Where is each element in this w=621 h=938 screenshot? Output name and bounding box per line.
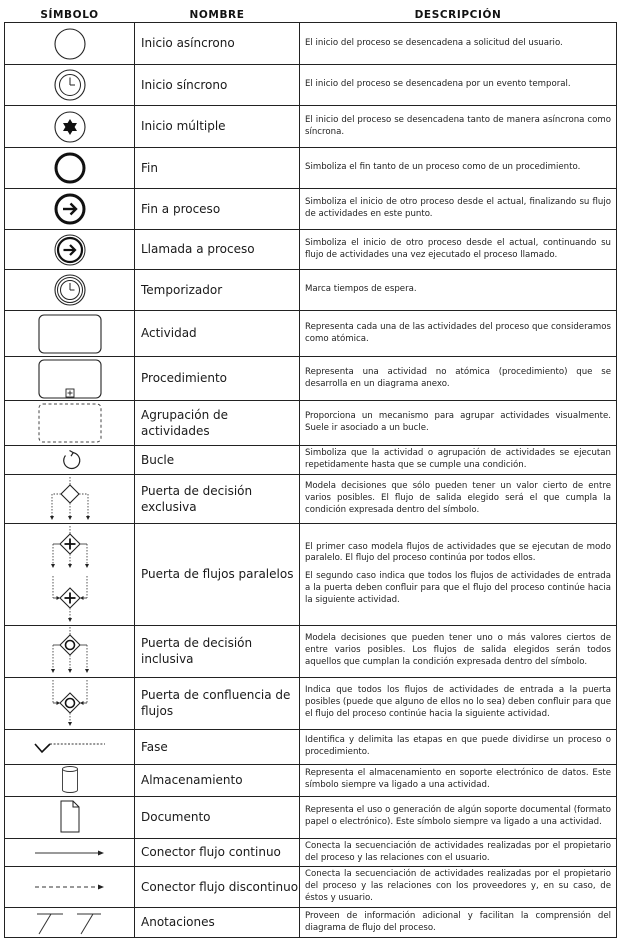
- exclusive-gateway-icon: [40, 476, 100, 522]
- row-description: [300, 106, 617, 148]
- row-name: Puerta de decisión exclusiva: [135, 474, 300, 523]
- row-description: [300, 796, 617, 838]
- symbol-table: [4, 8, 617, 938]
- description-text: Representa el uso o generación de algún soporte documental (formato papel o electrónico). Este símbolo siempre va ligado a una actividad.: [305, 805, 611, 828]
- row-description: [300, 838, 617, 867]
- row-description: [300, 523, 617, 625]
- row-name: Puerta de decisión inclusiva: [135, 625, 300, 677]
- description-text: Simboliza el inicio de otro proceso desde el actual, continuando su flujo de actividades una vez ejecutado el proceso llamado.: [305, 237, 611, 260]
- description-text: Proporciona un mecanismo para agrupar actividades visualmente. Suele ir asociado a un bucle.: [305, 411, 611, 433]
- description-text: El inicio del proceso se desencadena por un evento temporal.: [305, 79, 571, 90]
- annotation-icon: [31, 910, 109, 936]
- description-text: Conecta la secuenciación de actividades realizadas por el propietario del proceso y las relaciones con el usuario.: [305, 840, 611, 863]
- row-description: [300, 230, 617, 270]
- row-description: [300, 357, 617, 401]
- table-row: [5, 729, 617, 764]
- row-name: Procedimiento: [135, 357, 300, 401]
- description-text: El inicio del proceso se desencadena a solicitud del usuario.: [305, 37, 563, 48]
- rounded-rect-plus-icon: [35, 358, 105, 400]
- description-text: Representa una actividad no atómica (procedimiento) que se desarrolla en un diagrama anexo.: [305, 366, 611, 389]
- description-text: El segundo caso indica que todos los flujos de actividades de entrada a la puerta deben confluir para que el flujo del proceso continúe hacia la siguiente actividad.: [305, 571, 611, 605]
- description-text: Marca tiempos de espera.: [305, 284, 417, 295]
- table-row: [5, 625, 617, 677]
- row-name: Conector flujo continuo: [135, 838, 300, 867]
- row-name: Inicio asíncrono: [135, 23, 300, 65]
- description-text: El inicio del proceso se desencadena tanto de manera asíncrona como síncrona.: [305, 114, 611, 137]
- rounded-rect-icon: [35, 312, 105, 356]
- row-description: [300, 677, 617, 729]
- row-description: [300, 311, 617, 357]
- description-text: Indica que todos los flujos de actividades de entrada a la puerta posibles (puede que alguno de ellos no lo sea) deben confluir para que el flujo del proceso continúe hacia la siguiente actividad.: [305, 685, 611, 720]
- row-name: Puerta de confluencia de flujos: [135, 677, 300, 729]
- description-text: Simboliza el inicio de otro proceso desde el actual, finalizando su flujo de actividades en este punto.: [305, 197, 611, 219]
- arrow-thick-circle-icon: [50, 190, 90, 228]
- row-description: [300, 474, 617, 523]
- row-description: [300, 23, 617, 65]
- merge-gateway-icon: [40, 678, 100, 728]
- header-description: DESCRIPCIÓN: [300, 8, 617, 23]
- description-text: Modela decisiones que sólo pueden tener un valor cierto de entre varios posibles. El flujo de salida elegido será el que cumpla la condición expresada dentro del símbolo.: [305, 480, 611, 515]
- row-name: Agrupación de actividades: [135, 401, 300, 446]
- row-name: Conector flujo discontinuo: [135, 867, 300, 908]
- description-text: Conecta la secuenciación de actividades realizadas por el propietario del proceso y las relaciones con los proveedores y, en su caso, de éstos y usuario.: [305, 869, 611, 904]
- inclusive-gateway-icon: [40, 626, 100, 676]
- table-row: [5, 867, 617, 908]
- arrow-double-circle-icon: [50, 231, 90, 269]
- table-row: [5, 838, 617, 867]
- table-row: [5, 677, 617, 729]
- timer-double-circle-icon: [50, 271, 90, 309]
- description-text: Representa cada una de las actividades del proceso que consideramos como atómica.: [305, 321, 611, 344]
- row-description: [300, 148, 617, 189]
- header-name: NOMBRE: [135, 8, 300, 23]
- row-name: Puerta de flujos paralelos: [135, 523, 300, 625]
- header-symbol: SÍMBOLO: [5, 8, 135, 23]
- row-description: [300, 625, 617, 677]
- row-description: [300, 189, 617, 230]
- row-description: [300, 270, 617, 311]
- table-row: [5, 65, 617, 106]
- description-text: Simboliza que la actividad o agrupación de actividades se ejecutan repetidamente hasta que se cumple una condición.: [305, 448, 611, 470]
- header-row: [5, 8, 617, 23]
- row-name: Almacenamiento: [135, 764, 300, 796]
- table-row: [5, 23, 617, 65]
- row-name: Actividad: [135, 311, 300, 357]
- description-text: Modela decisiones que pueden tener uno o más valores ciertos de entre varios posibles. Los flujos de salida elegidos serán todos aquellos que cumplan la condición expresada dentro del símbolo.: [305, 633, 611, 668]
- row-name: Fase: [135, 729, 300, 764]
- table-row: [5, 401, 617, 446]
- table-row: [5, 270, 617, 311]
- row-name: Fin: [135, 148, 300, 189]
- table-row: [5, 230, 617, 270]
- row-name: Bucle: [135, 446, 300, 475]
- empty-circle-icon: [50, 25, 90, 63]
- thick-circle-icon: [50, 149, 90, 187]
- row-name: Llamada a proceso: [135, 230, 300, 270]
- star-circle-icon: [50, 108, 90, 146]
- row-description: [300, 764, 617, 796]
- phase-marker-icon: [31, 736, 109, 758]
- table-row: [5, 523, 617, 625]
- row-description: [300, 729, 617, 764]
- row-name: Anotaciones: [135, 908, 300, 938]
- table-row: [5, 796, 617, 838]
- table-row: [5, 106, 617, 148]
- row-name: Inicio síncrono: [135, 65, 300, 106]
- row-description: [300, 65, 617, 106]
- row-description: [300, 401, 617, 446]
- parallel-gateway-icon: [40, 524, 100, 624]
- description-text: Proveen de información adicional y facilitan la comprensión del diagrama de flujo del proceso.: [305, 910, 611, 933]
- row-name: Documento: [135, 796, 300, 838]
- row-description: [300, 908, 617, 938]
- row-description: [300, 446, 617, 475]
- table-row: [5, 357, 617, 401]
- table-row: [5, 148, 617, 189]
- table-row: [5, 764, 617, 796]
- row-description: [300, 867, 617, 908]
- dashed-rect-icon: [35, 402, 105, 444]
- solid-arrow-icon: [31, 846, 109, 860]
- loop-arrow-icon: [55, 447, 85, 473]
- table-row: [5, 311, 617, 357]
- description-text: Identifica y delimita las etapas en que puede dividirse un proceso o procedimiento.: [305, 734, 611, 757]
- row-name: Inicio múltiple: [135, 106, 300, 148]
- cylinder-icon: [58, 765, 82, 795]
- description-text: Simboliza el fin tanto de un proceso como de un procedimiento.: [305, 162, 581, 173]
- description-text: El primer caso modela flujos de actividades que se ejecutan de modo paralelo. El flujo del proceso continúa por todos ellos.: [305, 541, 611, 564]
- row-name: Temporizador: [135, 270, 300, 311]
- dashed-arrow-icon: [31, 880, 109, 894]
- table-row: [5, 446, 617, 475]
- clock-circle-icon: [50, 66, 90, 104]
- table-row: [5, 189, 617, 230]
- table-row: [5, 908, 617, 938]
- table-row: [5, 474, 617, 523]
- document-icon: [56, 798, 84, 836]
- row-name: Fin a proceso: [135, 189, 300, 230]
- description-text: Representa el almacenamiento en soporte electrónico de datos. Este símbolo siempre va ligado a una actividad.: [305, 768, 611, 791]
